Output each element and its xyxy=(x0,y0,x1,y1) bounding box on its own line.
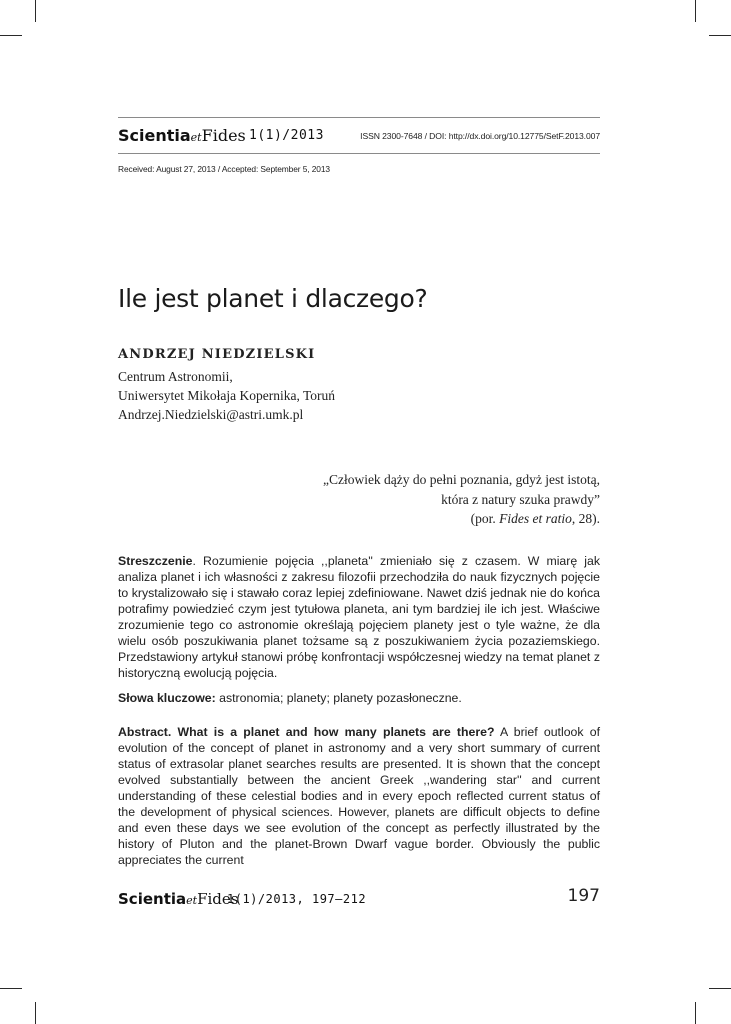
crop-mark-top-right-horizontal xyxy=(709,35,731,36)
footer-logo-fides-text: Fides xyxy=(197,890,239,908)
footer-journal-logo xyxy=(118,890,238,908)
abstract-polish xyxy=(118,553,600,681)
abstract-polish-text: . Rozumienie pojęcia ,,planeta'' zmieniało się z czasem. W miarę jak analiza planet i ich własności z zakresu filozofii przechodziła do nauk fizycznych pojęcie to krystalizowało się i stawało coraz lepiej zdefiniowane. Nawet dziś jednak nie do końca potrafimy powiedzieć czym jest tytułowa planeta, ani tym bardziej ile ich jest. Właściwe zrozumienie tego co astronomie określają pojęciem planety jest o tyle ważne, że dla wielu osób poszukiwania planet tożsame są z poszukiwaniem życia pozaziemskiego. Przedstawiony artykuł stanowi próbę konfrontacji współczesnej wiedzy na temat planet z historyczną ewolucją pojęcia. xyxy=(118,554,600,680)
epigraph-ref-close: , 28). xyxy=(571,511,600,526)
epigraph-ref-open: (por. xyxy=(470,511,500,526)
epigraph-line-2: która z natury szuka prawdy” xyxy=(441,492,600,507)
author-name: ANDRZEJ NIEDZIELSKI xyxy=(118,347,316,362)
epigraph-line-1: „Człowiek dąży do pełni poznania, gdyż jest istotą, xyxy=(322,472,600,487)
crop-mark-top-left-horizontal xyxy=(0,35,22,36)
footer-logo-main-text: Scientia xyxy=(118,890,187,908)
epigraph-reference xyxy=(471,511,600,527)
abstract-english-label: Abstract. What is a planet and how many planets are there? xyxy=(118,725,495,739)
crop-mark-bottom-right-horizontal xyxy=(709,988,731,989)
footer-volume-pages: 1(1)/2013, 197–212 xyxy=(227,892,367,906)
abstract-english-text: A brief outlook of evolution of the concept of planet in astronomy and a very short summary of current status of extrasolar planet searches results are presented. It is shown that the concept evolved substantially between the ancient Greek ,,wandering star'' and current understanding of these celestial bodies and in every epoch reflected current status of the development of physical sciences. However, planets are difficult objects to define and even these days we see evolution of the concept as perfectly illustrated by the history of Pluton and the planet-Brown Dwarf vague border. Obviously the public appreciates the current xyxy=(118,725,600,867)
journal-header xyxy=(118,126,600,146)
logo-fides-text: Fides xyxy=(201,126,246,145)
header-rule-bottom xyxy=(118,153,600,154)
logo-main-text: Scientia xyxy=(118,126,191,145)
issn-doi: ISSN 2300-7648 / DOI: http://dx.doi.org/10.12775/SetF.2013.007 xyxy=(360,131,600,141)
crop-mark-top-right-vertical xyxy=(695,0,696,22)
keywords-polish xyxy=(118,690,600,706)
logo-et-text: et xyxy=(190,131,202,144)
abstract-english xyxy=(118,724,600,868)
crop-mark-bottom-right-vertical xyxy=(695,1002,696,1024)
article-title: Ile jest planet i dlaczego? xyxy=(118,284,428,313)
abstract-polish-label: Streszczenie xyxy=(118,554,193,568)
affiliation-line-2: Uniwersytet Mikołaja Kopernika, Toruń xyxy=(118,388,336,403)
keywords-label: Słowa kluczowe: xyxy=(118,691,216,705)
keywords-text: astronomia; planety; planety pozasłoneczne. xyxy=(215,691,462,705)
epigraph-ref-title: Fides et ratio xyxy=(499,511,572,526)
header-rule-top xyxy=(118,117,600,118)
page-footer xyxy=(118,888,600,912)
author-email: Andrzej.Niedzielski@astri.umk.pl xyxy=(118,407,304,422)
crop-mark-bottom-left-horizontal xyxy=(0,988,22,989)
page-number: 197 xyxy=(567,886,600,906)
footer-logo-et-text: et xyxy=(186,894,198,907)
affiliation-line-1: Centrum Astronomii, xyxy=(118,369,233,384)
journal-logo xyxy=(118,126,246,145)
crop-mark-top-left-vertical xyxy=(35,0,36,22)
crop-mark-bottom-left-vertical xyxy=(35,1002,36,1024)
journal-volume: 1(1)/2013 xyxy=(249,128,324,143)
received-accepted-dates: Received: August 27, 2013 / Accepted: September 5, 2013 xyxy=(118,164,330,174)
